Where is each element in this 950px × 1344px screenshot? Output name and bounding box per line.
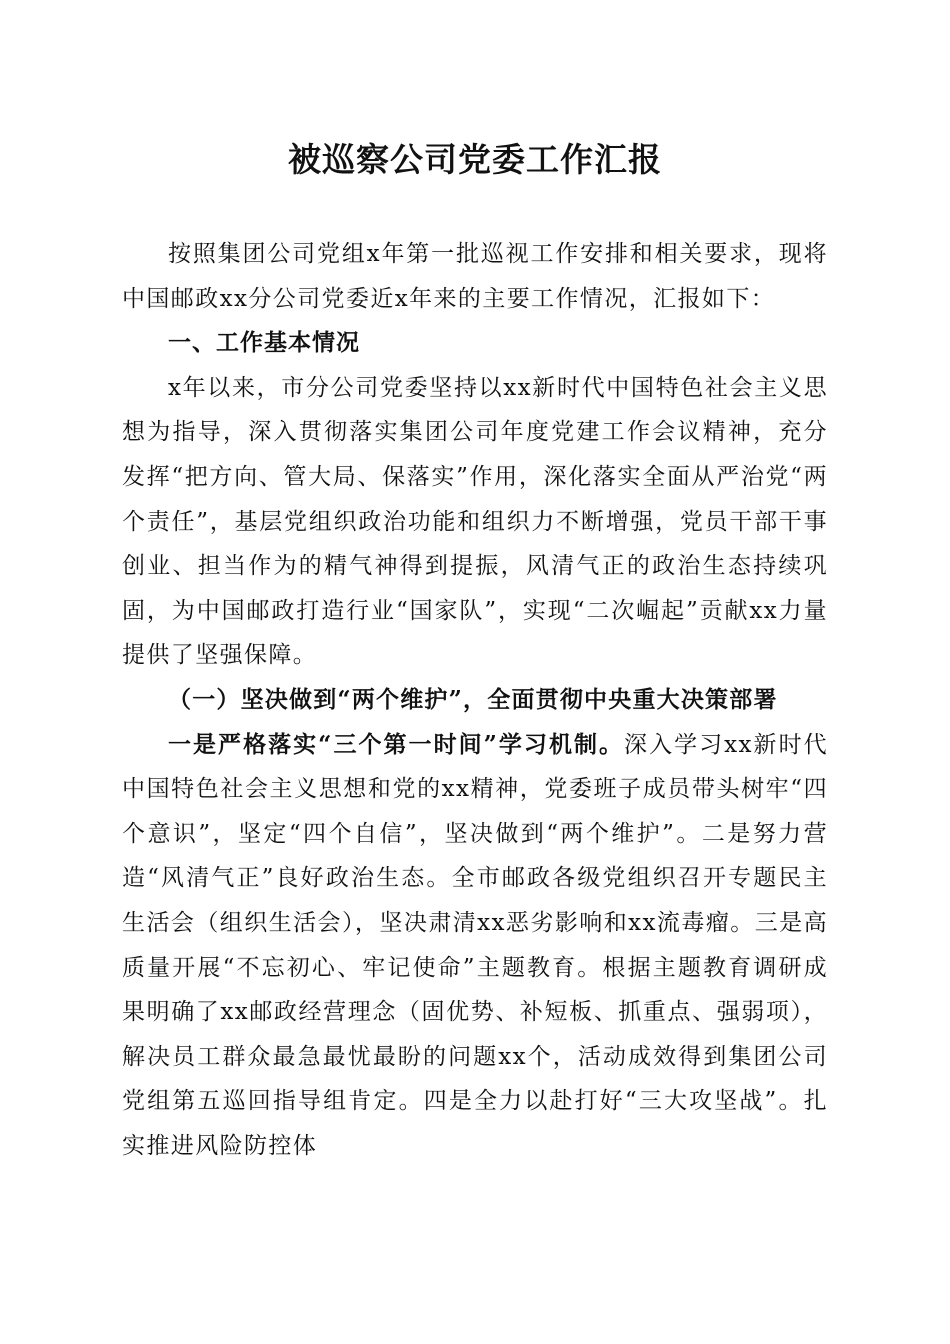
intro-paragraph: 按照集团公司党组x年第一批巡视工作安排和相关要求，现将中国邮政xx分公司党委近x年来的主要工作情况，汇报如下： <box>122 241 828 312</box>
document-body <box>122 232 828 1168</box>
two-safeguards-paragraph <box>122 723 828 1169</box>
basic-situation-paragraph: x年以来，市分公司党委坚持以xx新时代中国特色社会主义思想为指导，深入贯彻落实集团公司年度党建工作会议精神，充分发挥“把方向、管大局、保落实”作用，深化落实全面从严治党“两个责任”，基层党组织政治功能和组织力不断增强，党员干部干事创业、担当作为的精气神得到提振，风清气正的政治生态持续巩固，为中国邮政打造行业“国家队”，实现“二次崛起”贡献xx力量提供了坚强保障。 <box>122 374 828 669</box>
paragraph-lead-text: 一是严格落实“三个第一时间”学习机制。 <box>168 730 625 758</box>
paragraph-body-text: 深入学习xx新时代中国特色社会主义思想和党的xx精神，党委班子成员带头树牢“四个意识”，坚定“四个自信”，坚决做到“两个维护”。二是努力营造“风清气正”良好政治生态。全市邮政各级党组织召开专题民主生活会（组织生活会），坚决肃清xx恶劣影响和xx流毒瘤。三是高质量开展“不忘初心、牢记使命”主题教育。根据主题教育调研成果明确了xx邮政经营理念（固优势、补短板、抓重点、强弱项），解决员工群众最急最忧最盼的问题xx个，活动成效得到集团公司党组第五巡回指导组肯定。四是全力以赴打好“三大攻坚战”。扎实推进风险防控体 <box>122 731 829 1159</box>
subsection-heading-two-safeguards: （一）坚决做到“两个维护”，全面贯彻中央重大决策部署 <box>168 685 778 713</box>
section-heading-basic-situation: 一、工作基本情况 <box>168 330 360 357</box>
document-title: 被巡察公司党委工作汇报 <box>288 140 662 179</box>
